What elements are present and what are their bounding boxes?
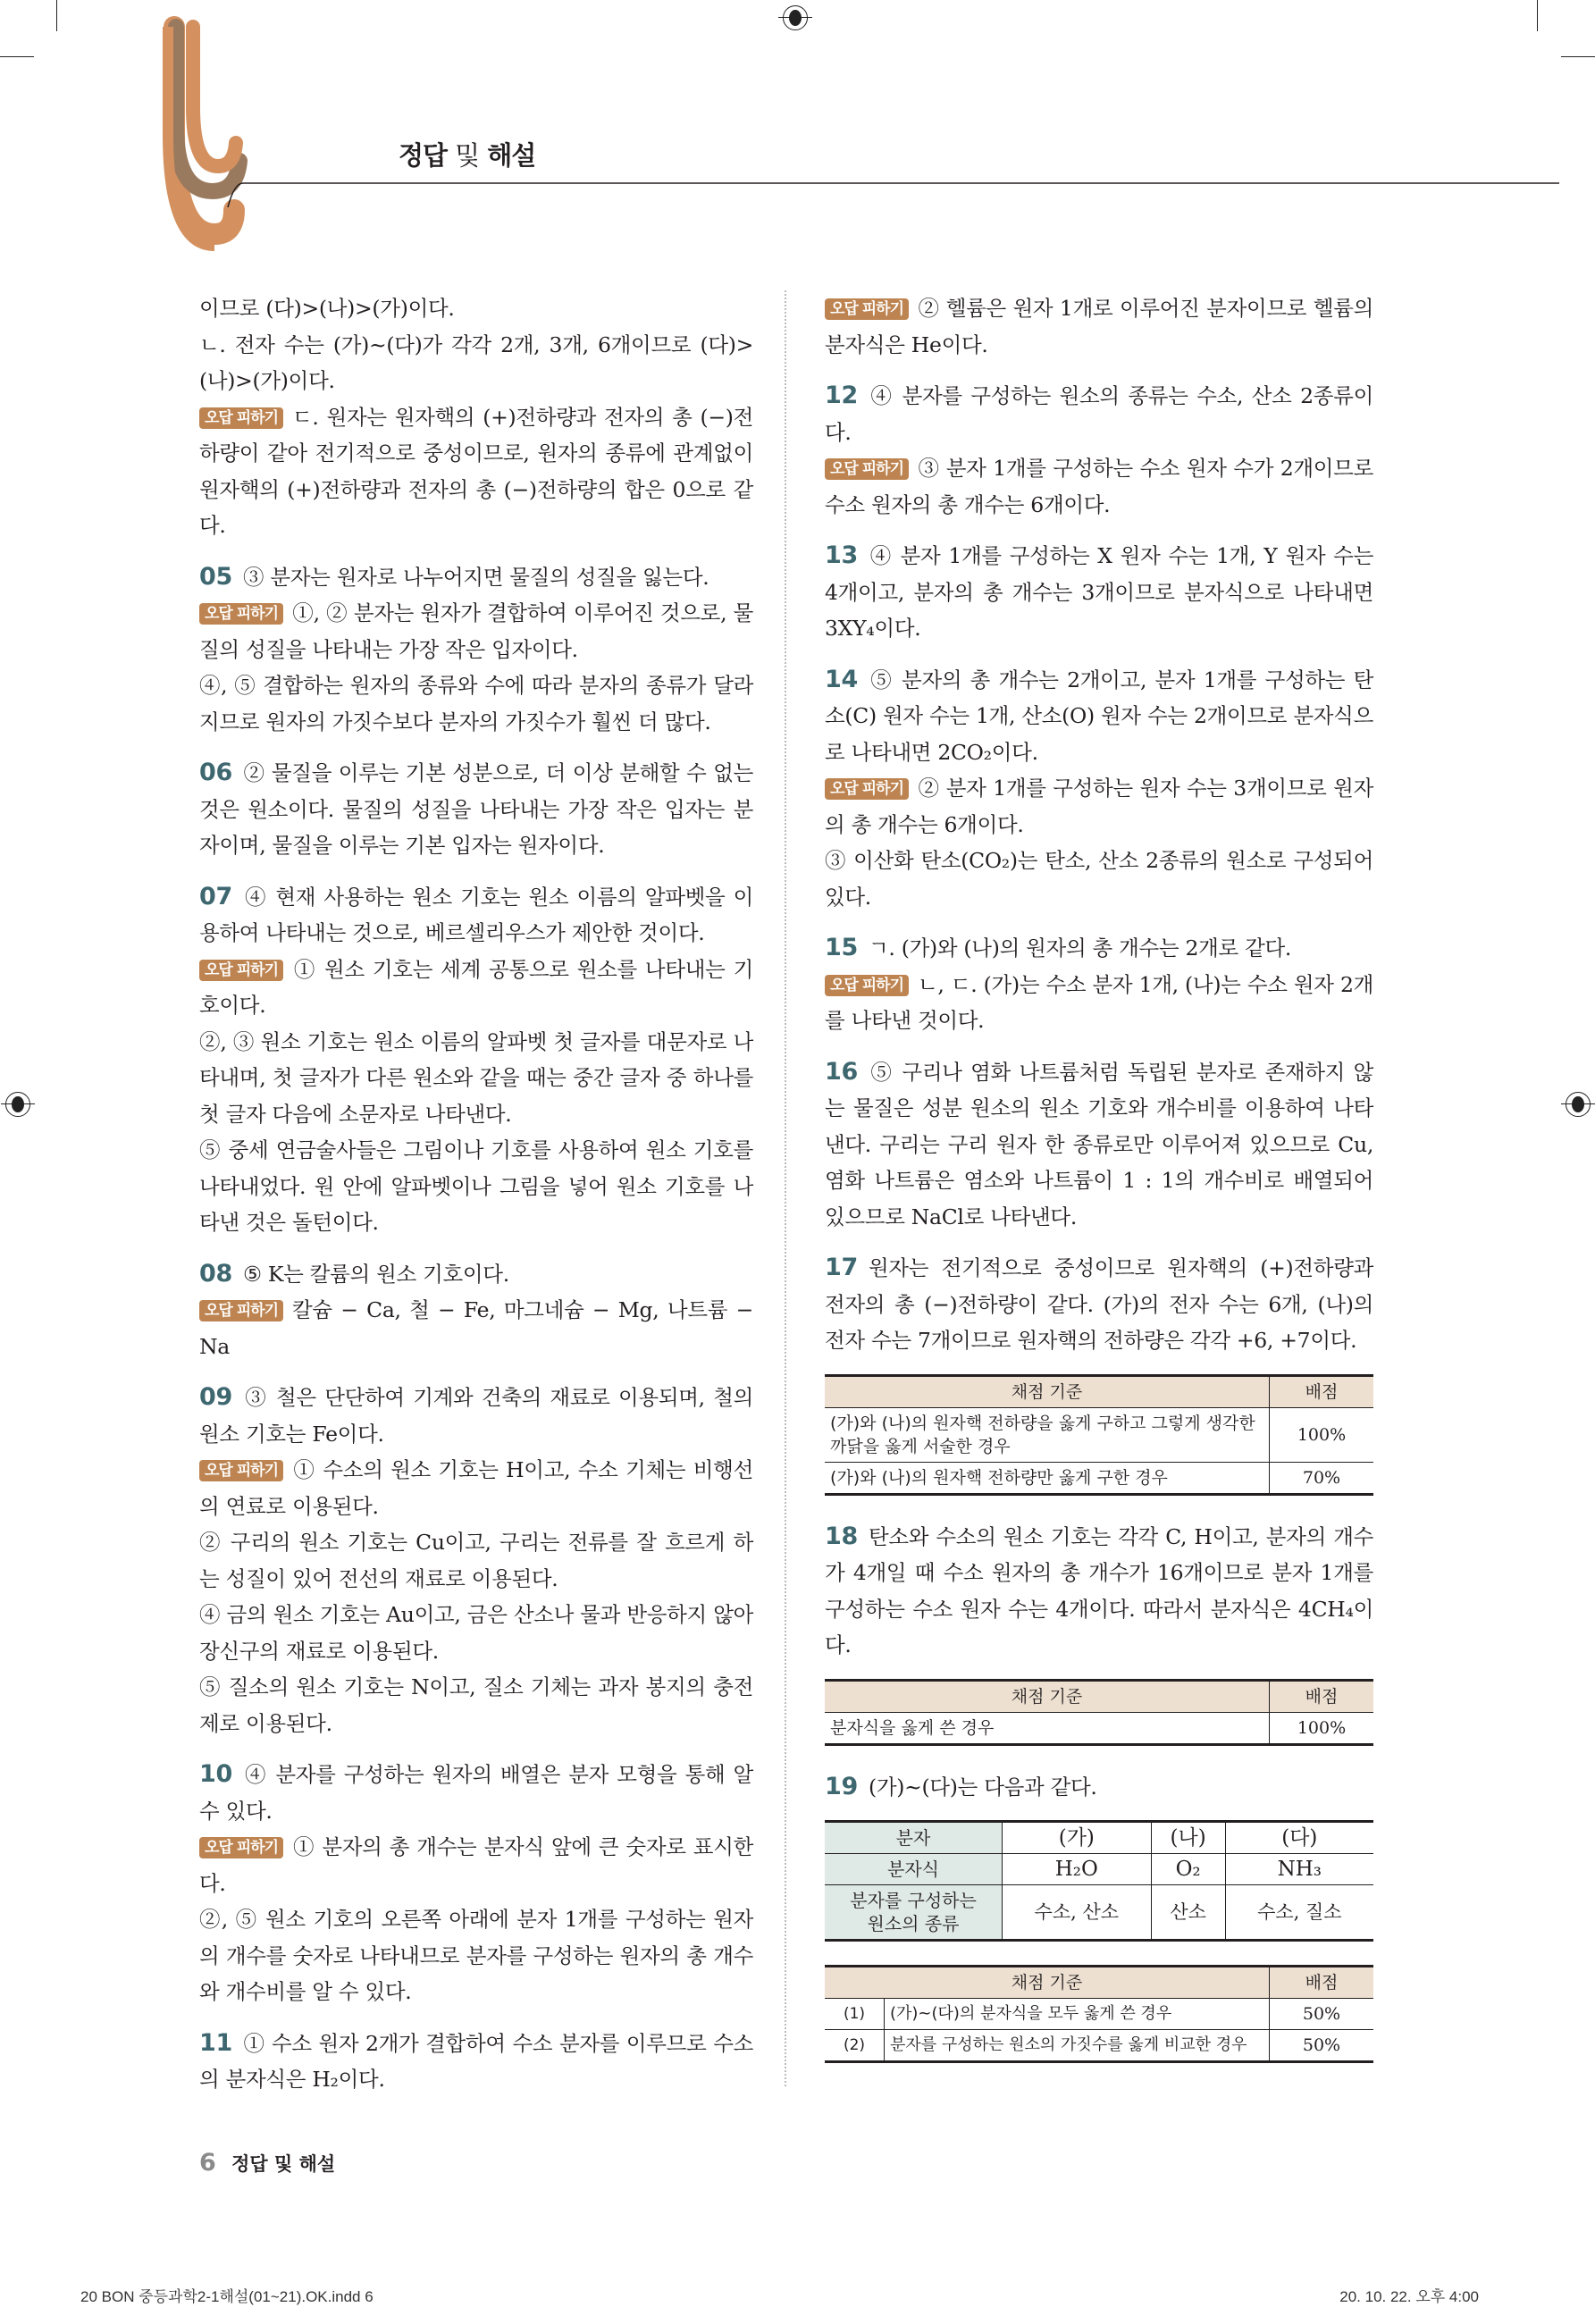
question-number: 11 bbox=[199, 2028, 232, 2057]
avoid-mistakes-badge: 오답 피하기 bbox=[825, 778, 909, 800]
answer-text: ④ 금의 원소 기호는 Au이고, 금은 산소나 물과 반응하지 않아 장신구의 재료로 이용된다. bbox=[199, 1602, 753, 1664]
answer-06 bbox=[199, 755, 753, 864]
table-cell: 100% bbox=[1270, 1407, 1374, 1462]
print-slug bbox=[0, 2284, 1595, 2324]
answer-text: ③ 철은 단단하여 기계와 건축의 재료로 이용되며, 철의 원소 기호는 Fe이다. bbox=[199, 1385, 753, 1447]
answer-paragraph bbox=[825, 450, 1373, 523]
page-footer-label: 정답 및 해설 bbox=[231, 2152, 336, 2175]
answer-10 bbox=[199, 1757, 753, 2010]
answer-text: ④, ⑤ 결합하는 원자의 종류와 수에 따라 분자의 종류가 달라지므로 원자의 가짓수보다 분자의 가짓수가 훨씬 더 많다. bbox=[199, 673, 753, 734]
answer-paragraph bbox=[199, 1452, 753, 1524]
answer-text: ㄴ. 전자 수는 (가)~(다)가 각각 2개, 3개, 6개이므로 (다)>(나)>(가)이다. bbox=[199, 331, 753, 393]
answer-18 bbox=[825, 1519, 1373, 1664]
question-number: 14 bbox=[825, 665, 858, 693]
table-cell: (나) bbox=[1151, 1822, 1225, 1854]
answer-text: ㄱ. (가)와 (나)의 원자의 총 개수는 2개로 같다. bbox=[868, 935, 1292, 961]
answer-paragraph bbox=[199, 1829, 753, 1901]
answer-14 bbox=[825, 662, 1373, 916]
answer-paragraph bbox=[199, 1597, 753, 1669]
answer-text: ③ 분자는 원자로 나누어지면 물질의 성질을 잃는다. bbox=[242, 564, 709, 590]
answer-text: ④ 현재 사용하는 원소 기호는 원소 이름의 알파벳을 이용하여 나타내는 것으로, 베르셀리우스가 제안한 것이다. bbox=[199, 884, 753, 945]
answer-list bbox=[825, 290, 1373, 1359]
question-number: 18 bbox=[825, 1522, 858, 1550]
answer-paragraph bbox=[825, 290, 1373, 363]
question-number: 16 bbox=[825, 1057, 858, 1086]
answer-paragraph bbox=[825, 662, 1373, 771]
answer-text: ① 수소 원자 2개가 결합하여 수소 분자를 이루므로 수소의 분자식은 H₂이다. bbox=[199, 2030, 753, 2092]
answer-text: ④ 분자 1개를 구성하는 X 원자 수는 1개, Y 원자 수는 4개이고, 분자의 총 개수는 3개이므로 분자식으로 나타내면 3XY₄이다. bbox=[825, 543, 1373, 641]
question-number: 12 bbox=[825, 382, 858, 409]
answer-paragraph bbox=[825, 930, 1373, 967]
answer-paragraph bbox=[825, 967, 1373, 1039]
table-cell: 수소, 질소 bbox=[1225, 1885, 1373, 1941]
row-header: 분자 bbox=[825, 1822, 1003, 1854]
answer-07 bbox=[199, 879, 753, 1241]
table-header: 배점 bbox=[1270, 1967, 1374, 1999]
answer-paragraph bbox=[199, 1524, 753, 1597]
table-cell: 50% bbox=[1270, 2030, 1374, 2062]
page-footer bbox=[199, 2149, 1595, 2177]
scoring-table-18 bbox=[825, 1679, 1373, 1746]
table-cell: 산소 bbox=[1151, 1885, 1225, 1941]
question-number: 06 bbox=[199, 759, 232, 786]
table-header: 배점 bbox=[1270, 1680, 1374, 1712]
question-number: 09 bbox=[199, 1383, 232, 1411]
answer-text: (가)~(다)는 다음과 같다. bbox=[868, 1774, 1097, 1800]
table-cell: (2) bbox=[825, 2030, 885, 2062]
table-header: 채점 기준 bbox=[825, 1967, 1270, 1999]
table-cell: 50% bbox=[1270, 1999, 1374, 2030]
answer-paragraph bbox=[825, 1250, 1373, 1359]
print-timestamp: 20. 10. 22. 오후 4:00 bbox=[1339, 2287, 1479, 2305]
answer-paragraph bbox=[199, 667, 753, 740]
answer-paragraph bbox=[199, 1380, 753, 1452]
table-header: 배점 bbox=[1270, 1375, 1374, 1407]
answer-11 bbox=[199, 2026, 753, 2098]
answer-paragraph bbox=[199, 1256, 753, 1293]
answer-09 bbox=[199, 1380, 753, 1741]
question-number: 08 bbox=[199, 1259, 232, 1288]
table-header: 채점 기준 bbox=[825, 1680, 1270, 1712]
question-number: 15 bbox=[825, 934, 858, 961]
answer-08 bbox=[199, 1256, 753, 1365]
answer-text: ⑤ 구리나 염화 나트륨처럼 독립된 분자로 존재하지 않는 물질은 성분 원소의 원소 기호와 개수비를 이용하여 나타낸다. 구리는 구리 원자 한 종류로만 이루어져 있으므로 Cu, 염화 나트륨은 염소와 나트륨이 1 : 1의 개수비로 배열되어 있으므로 NaCl로 나타낸다. bbox=[825, 1059, 1373, 1229]
answer-paragraph bbox=[199, 879, 753, 952]
table-cell: NH₃ bbox=[1225, 1854, 1373, 1885]
answer-text: ①, ② 분자는 원자가 결합하여 이루어진 것으로, 물질의 성질을 나타내는 가장 작은 입자이다. bbox=[199, 600, 753, 662]
answer-paragraph bbox=[199, 1757, 753, 1829]
answer-text: 이므로 (다)>(나)>(가)이다. bbox=[199, 296, 455, 321]
table-header: 채점 기준 bbox=[825, 1375, 1270, 1407]
answer-list bbox=[825, 1769, 1373, 1806]
right-column bbox=[785, 290, 1373, 2086]
answer-text: ⑤ K는 칼륨의 원소 기호이다. bbox=[242, 1261, 509, 1287]
molecule-table-19 bbox=[825, 1820, 1373, 1942]
answer-paragraph bbox=[825, 378, 1373, 450]
avoid-mistakes-badge: 오답 피하기 bbox=[825, 458, 909, 480]
title-word: 정답 bbox=[399, 140, 448, 171]
answer-text: ③ 이산화 탄소(CO₂)는 탄소, 산소 2종류의 원소로 구성되어 있다. bbox=[825, 848, 1373, 910]
avoid-mistakes-badge: 오답 피하기 bbox=[199, 1300, 283, 1321]
answer-paragraph bbox=[199, 952, 753, 1024]
table-cell: 100% bbox=[1270, 1712, 1374, 1744]
answer-text: ②, ③ 원소 기호는 원소 이름의 알파벳 첫 글자를 대문자로 나타내며, 첫 글자가 다른 원소와 같을 때는 중간 글자 중 하나를 첫 글자 다음에 소문자로 나타낸다. bbox=[199, 1028, 753, 1127]
answer-paragraph bbox=[199, 1292, 753, 1364]
title-word: 해설 bbox=[487, 140, 536, 171]
table-cell: 70% bbox=[1270, 1462, 1374, 1494]
page-number: 6 bbox=[199, 2148, 216, 2177]
table-cell: (1) bbox=[825, 1999, 885, 2030]
avoid-mistakes-badge: 오답 피하기 bbox=[825, 975, 909, 996]
answer-text: ② 구리의 원소 기호는 Cu이고, 구리는 전류를 잘 흐르게 하는 성질이 있어 전선의 재료로 이용된다. bbox=[199, 1530, 753, 1591]
answer-paragraph bbox=[199, 755, 753, 864]
answer-text: ① 수소의 원소 기호는 H이고, 수소 기체는 비행선의 연료로 이용된다. bbox=[199, 1457, 753, 1519]
answer-13 bbox=[825, 538, 1373, 647]
answer-paragraph bbox=[199, 1901, 753, 2010]
table-cell: 수소, 산소 bbox=[1003, 1885, 1152, 1941]
answer-text: ⑤ 분자의 총 개수는 2개이고, 분자 1개를 구성하는 탄소(C) 원자 수는 1개, 산소(O) 원자 수는 2개이므로 분자식으로 나타내면 2CO₂이다. bbox=[825, 667, 1373, 765]
answer-text: ③ 분자 1개를 구성하는 수소 원자 수가 2개이므로 수소 원자의 총 개수는 6개이다. bbox=[825, 456, 1373, 517]
answer-paragraph bbox=[199, 1024, 753, 1133]
question-number: 17 bbox=[825, 1254, 858, 1281]
answer-text: ② 헬륨은 원자 1개로 이루어진 분자이므로 헬륨의 분자식은 He이다. bbox=[825, 296, 1373, 357]
avoid-mistakes-badge: 오답 피하기 bbox=[199, 407, 283, 429]
answer-15 bbox=[825, 930, 1373, 1039]
file-slug: 20 BON 중등과학2-1해설(01~21).OK.indd 6 bbox=[80, 2287, 374, 2305]
table-cell: H₂O bbox=[1003, 1854, 1152, 1885]
answer-text: ⑤ 질소의 원소 기호는 N이고, 질소 기체는 과자 봉지의 충전제로 이용된다. bbox=[199, 1674, 753, 1736]
answer-paragraph bbox=[825, 1519, 1373, 1664]
answer-text: ② 분자 1개를 구성하는 원자 수는 3개이므로 원자의 총 개수는 6개이다. bbox=[825, 776, 1373, 837]
question-number: 13 bbox=[825, 541, 858, 569]
answer-text: ① 원소 기호는 세계 공통으로 원소를 나타내는 기호이다. bbox=[199, 956, 753, 1018]
scoring-table-19 bbox=[825, 1965, 1373, 2063]
table-cell: (가)~(다)의 분자식을 모두 옳게 쓴 경우 bbox=[885, 1999, 1270, 2030]
table-cell: 분자를 구성하는 원소의 가짓수를 옳게 비교한 경우 bbox=[885, 2030, 1270, 2062]
avoid-mistakes-badge: 오답 피하기 bbox=[199, 1837, 283, 1858]
answer-text: ⑤ 중세 연금술사들은 그림이나 기호를 사용하여 원소 기호를 나타내었다. 원 안에 알파벳이나 그림을 넣어 원소 기호를 나타낸 것은 돌턴이다. bbox=[199, 1137, 753, 1235]
answer-text: ②, ⑤ 원소 기호의 오른쪽 아래에 분자 1개를 구성하는 원자의 개수를 숫자로 나타내므로 분자를 구성하는 원자의 총 개수와 개수비를 알 수 있다. bbox=[199, 1907, 754, 2004]
scoring-table-17 bbox=[825, 1374, 1373, 1496]
answer-17 bbox=[825, 1250, 1373, 1359]
table-cell: 분자식을 옳게 쓴 경우 bbox=[825, 1712, 1270, 1744]
table-cell: (가)와 (나)의 원자핵 전하량을 옳게 구하고 그렇게 생각한 까닭을 옳게 서술한 경우 bbox=[825, 1407, 1270, 1462]
answer-text: 칼슘 − Ca, 철 − Fe, 마그네슘 − Mg, 나트륨 − Na bbox=[199, 1297, 753, 1359]
answer-continued bbox=[199, 290, 753, 544]
answer-12 bbox=[825, 378, 1373, 523]
answer-paragraph bbox=[199, 1132, 753, 1241]
answer-paragraph bbox=[825, 843, 1373, 915]
answer-text: ㄷ. 원자는 원자핵의 (+)전하량과 전자의 총 (−)전하량이 같아 전기적으로 중성이므로, 원자의 종류에 관계없이 원자핵의 (+)전하량과 전자의 총 (−)전하량의 합은 0으로 같다. bbox=[199, 404, 753, 538]
title-word: 및 bbox=[455, 140, 480, 171]
answer-text: 원자는 전기적으로 중성이므로 원자핵의 (+)전하량과 전자의 총 (−)전하량이 같다. (가)의 전자 수는 6개, (나)의 전자 수는 7개이므로 원자핵의 전하량은 각각 +6, +7이다. bbox=[825, 1255, 1373, 1353]
answer-text: ① 분자의 총 개수는 분자식 앞에 큰 숫자로 표시한다. bbox=[199, 1834, 753, 1896]
answer-paragraph bbox=[199, 1669, 753, 1741]
answer-list bbox=[199, 290, 753, 2098]
answer-text: 탄소와 수소의 원소 기호는 각각 C, H이고, 분자의 개수가 4개일 때 수소 원자의 총 개수가 16개이므로 분자 1개를 구성하는 수소 원자 수는 4개이다. 따라서 분자식은 4CH₄이다. bbox=[825, 1523, 1373, 1657]
table-cell: (가) bbox=[1003, 1822, 1152, 1854]
table-cell: O₂ bbox=[1151, 1854, 1225, 1885]
answer-paragraph bbox=[199, 2026, 753, 2098]
answer-paragraph bbox=[199, 327, 753, 399]
question-number: 10 bbox=[199, 1760, 232, 1788]
row-header: 분자를 구성하는 원소의 종류 bbox=[825, 1885, 1003, 1941]
table-cell: (다) bbox=[1225, 1822, 1373, 1854]
answer-text: ㄴ, ㄷ. (가)는 수소 분자 1개, (나)는 수소 원자 2개를 나타낸 것이다. bbox=[825, 971, 1373, 1033]
answer-paragraph bbox=[199, 399, 753, 544]
answer-19 bbox=[825, 1769, 1373, 1806]
answer-text: ② 물질을 이루는 기본 성분으로, 더 이상 분해할 수 없는 것은 원소이다. 물질의 성질을 나타내는 가장 작은 입자는 분자이며, 물질을 이루는 기본 입자는 원자이다. bbox=[199, 760, 753, 858]
answer-paragraph bbox=[199, 290, 753, 327]
answer-paragraph bbox=[825, 538, 1373, 647]
question-number: 05 bbox=[199, 562, 232, 591]
answer-paragraph bbox=[825, 770, 1373, 843]
answer-continued bbox=[825, 290, 1373, 363]
answer-text: ④ 분자를 구성하는 원소의 종류는 수소, 산소 2종류이다. bbox=[825, 383, 1373, 445]
avoid-mistakes-badge: 오답 피하기 bbox=[825, 298, 909, 320]
table-cell: (가)와 (나)의 원자핵 전하량만 옳게 구한 경우 bbox=[825, 1462, 1270, 1494]
answer-text: ④ 분자를 구성하는 원자의 배열은 분자 모형을 통해 알 수 있다. bbox=[199, 1762, 753, 1824]
answer-16 bbox=[825, 1054, 1373, 1236]
answer-list bbox=[825, 1519, 1373, 1664]
row-header: 분자식 bbox=[825, 1854, 1003, 1885]
left-column bbox=[199, 290, 753, 2113]
avoid-mistakes-badge: 오답 피하기 bbox=[199, 1460, 283, 1481]
avoid-mistakes-badge: 오답 피하기 bbox=[199, 603, 283, 625]
answer-paragraph bbox=[199, 559, 753, 596]
answer-paragraph bbox=[825, 1769, 1373, 1806]
answer-paragraph bbox=[199, 595, 753, 667]
question-number: 19 bbox=[825, 1772, 858, 1800]
avoid-mistakes-badge: 오답 피하기 bbox=[199, 960, 283, 981]
question-number: 07 bbox=[199, 882, 232, 910]
answer-paragraph bbox=[825, 1054, 1373, 1236]
answer-05 bbox=[199, 559, 753, 741]
